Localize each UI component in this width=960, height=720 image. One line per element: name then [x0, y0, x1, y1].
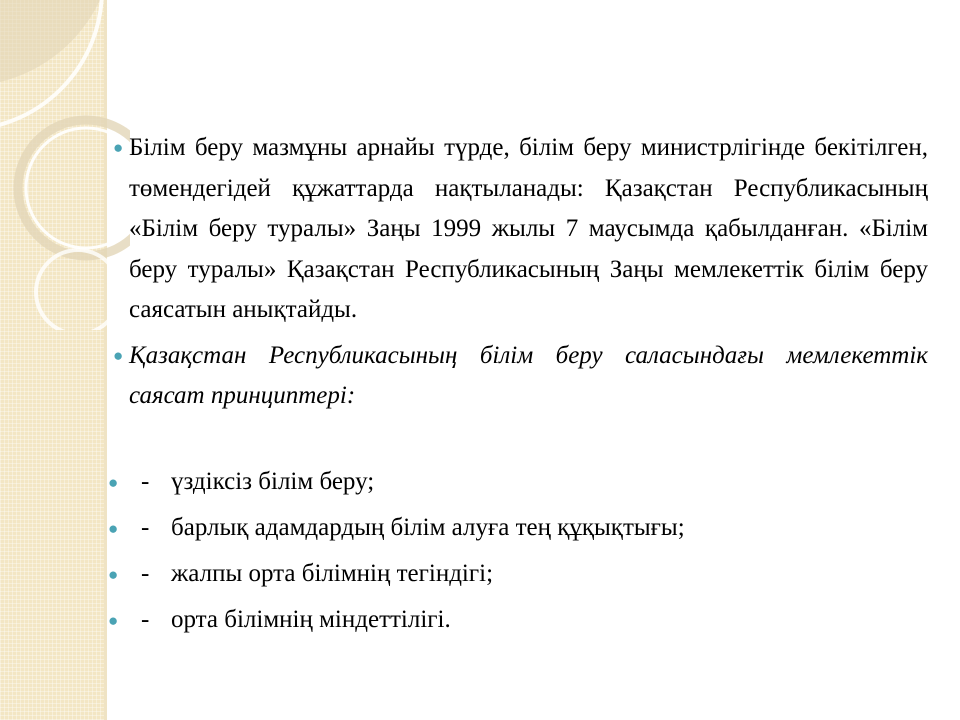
top-corner-shape — [0, 0, 100, 82]
paragraph-content-definition — [106, 128, 928, 331]
dash: - — [141, 514, 150, 541]
bullet-icon: ● — [108, 473, 119, 492]
bullet-icon: ● — [113, 138, 124, 157]
bullet-icon: ● — [108, 565, 119, 584]
bullet-icon: ● — [108, 611, 119, 630]
paragraph-text: Білім беру мазмұны арнайы түрде, білім беру министрлігінде бекітілген, төмендегідей құжаттарда нақтыланады: Қазақстан Республикасының «Білім беру туралы» Заңы 1999 жылы 7 маусымда қабылданған. «Білім беру туралы» Қазақстан Республикасының Заңы мемлекеттік білім беру саясатын анықтайды. — [129, 134, 928, 323]
list-item — [106, 600, 928, 646]
list-item-text: барлық адамдардың білім алуға тең құқықтығы; — [171, 514, 685, 541]
bullet-icon: ● — [113, 345, 124, 365]
paragraph-principles-heading — [106, 336, 928, 417]
list-item — [106, 554, 928, 600]
list-item-text: жалпы орта білімнің тегіндігі; — [171, 560, 494, 587]
list-item — [106, 462, 928, 508]
principles-list — [106, 462, 928, 646]
dash: - — [141, 560, 150, 587]
dash: - — [141, 468, 150, 495]
slide-content — [106, 128, 928, 422]
list-item — [106, 508, 928, 554]
paragraph-text: Қазақстан Республикасының білім беру саласындағы мемлекеттік саясат принциптері: — [129, 341, 928, 409]
list-item-text: үздіксіз білім беру; — [171, 468, 375, 495]
dash: - — [141, 606, 150, 633]
list-item-text: орта білімнің міндеттілігі. — [171, 606, 451, 633]
bullet-icon: ● — [108, 519, 119, 538]
